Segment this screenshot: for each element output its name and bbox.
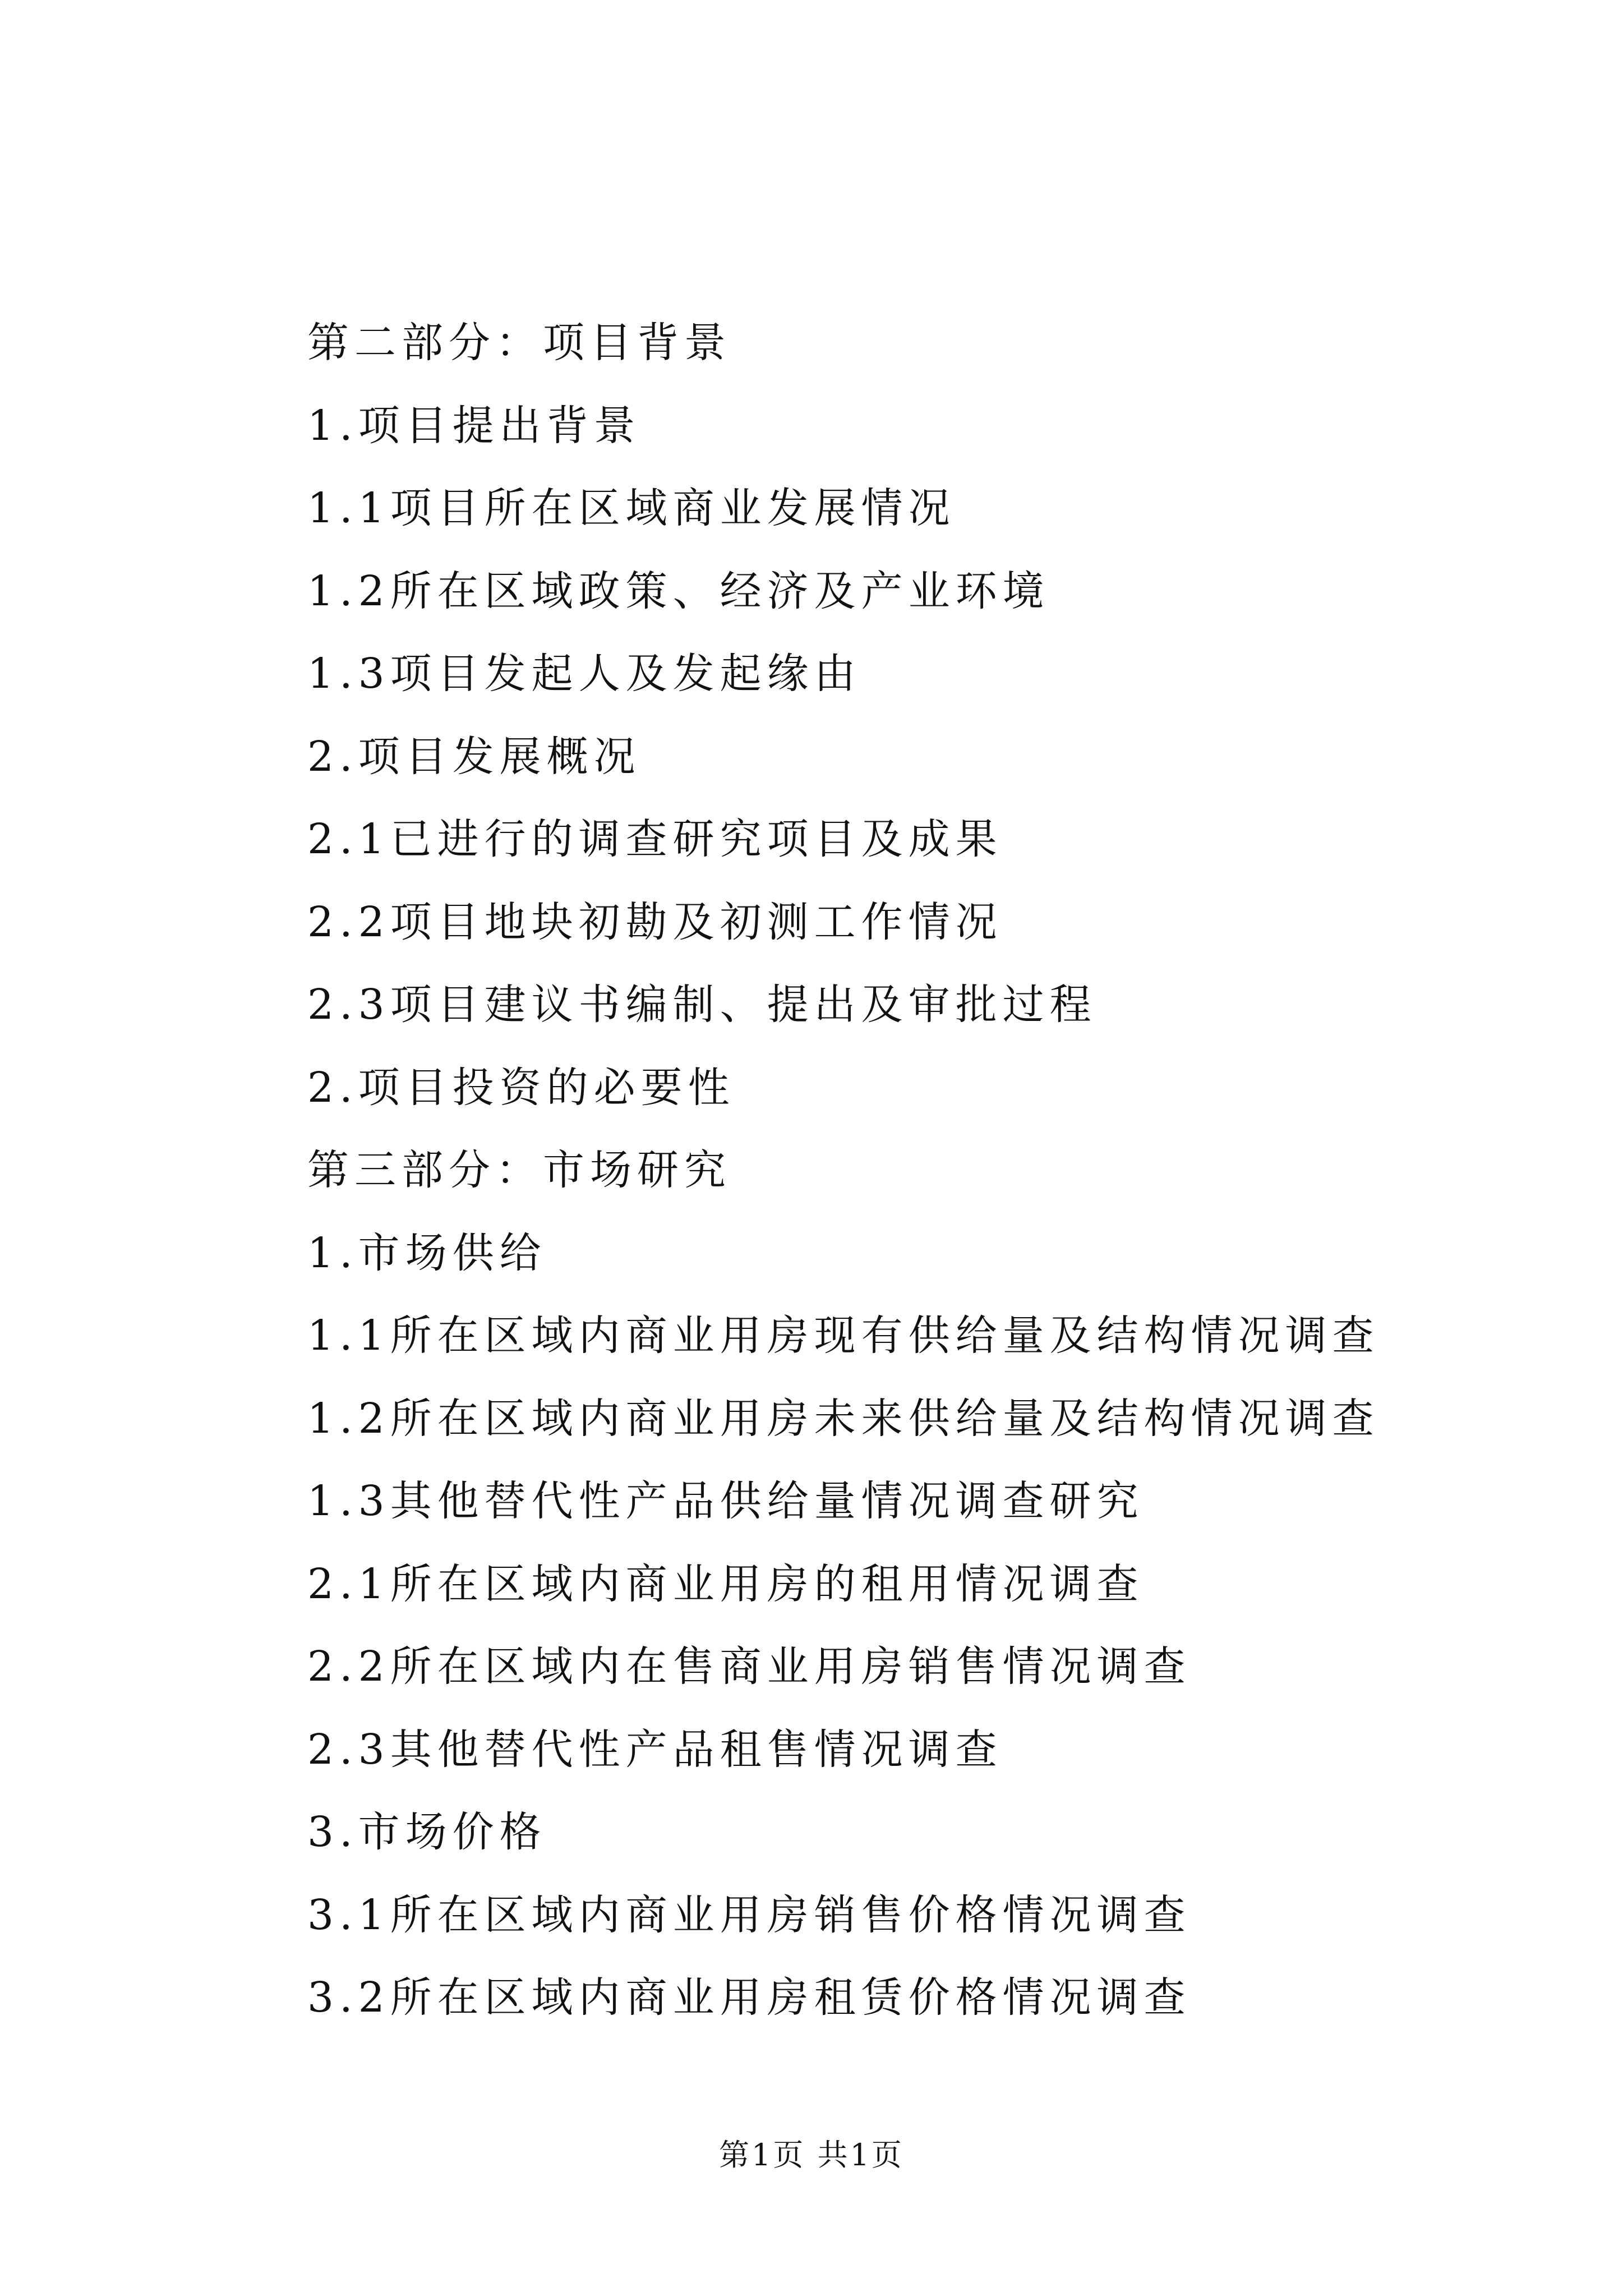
outline-item: 1.项目提出背景 <box>307 401 641 450</box>
outline-item: 2.3其他替代性产品租售情况调查 <box>307 1725 1003 1774</box>
outline-item: 1.1项目所在区域商业发展情况 <box>307 484 956 532</box>
section-heading: 第二部分：项目背景 <box>307 319 731 367</box>
outline-item: 2.2所在区域内在售商业用房销售情况调查 <box>307 1642 1191 1691</box>
outline-item: 2.1已进行的调查研究项目及成果 <box>307 815 1003 863</box>
outline-item: 1.3其他替代性产品供给量情况调查研究 <box>307 1477 1144 1525</box>
outline-list <box>307 302 1541 2040</box>
outline-item: 3.1所在区域内商业用房销售价格情况调查 <box>307 1890 1191 1939</box>
outline-item: 1.2所在区域内商业用房未来供给量及结构情况调查 <box>307 1394 1380 1443</box>
section-heading: 第三部分：市场研究 <box>307 1146 731 1194</box>
outline-item: 2.项目发展概况 <box>307 732 641 781</box>
outline-item: 3.市场价格 <box>307 1808 547 1856</box>
outline-item: 2.项目投资的必要性 <box>307 1063 735 1112</box>
outline-item: 3.2所在区域内商业用房租赁价格情况调查 <box>307 1973 1191 2022</box>
outline-item: 1.2所在区域政策、经济及产业环境 <box>307 567 1050 615</box>
outline-item: 1.市场供给 <box>307 1228 547 1277</box>
page-footer: 第1页 共1页 <box>719 2137 904 2173</box>
outline-item: 2.2项目地块初勘及初测工作情况 <box>307 898 1003 946</box>
outline-item: 2.3项目建议书编制、提出及审批过程 <box>307 981 1097 1029</box>
outline-item: 2.1所在区域内商业用房的租用情况调查 <box>307 1559 1144 1608</box>
outline-item: 1.1所在区域内商业用房现有供给量及结构情况调查 <box>307 1312 1380 1360</box>
outline-item: 1.3项目发起人及发起缘由 <box>307 650 861 698</box>
